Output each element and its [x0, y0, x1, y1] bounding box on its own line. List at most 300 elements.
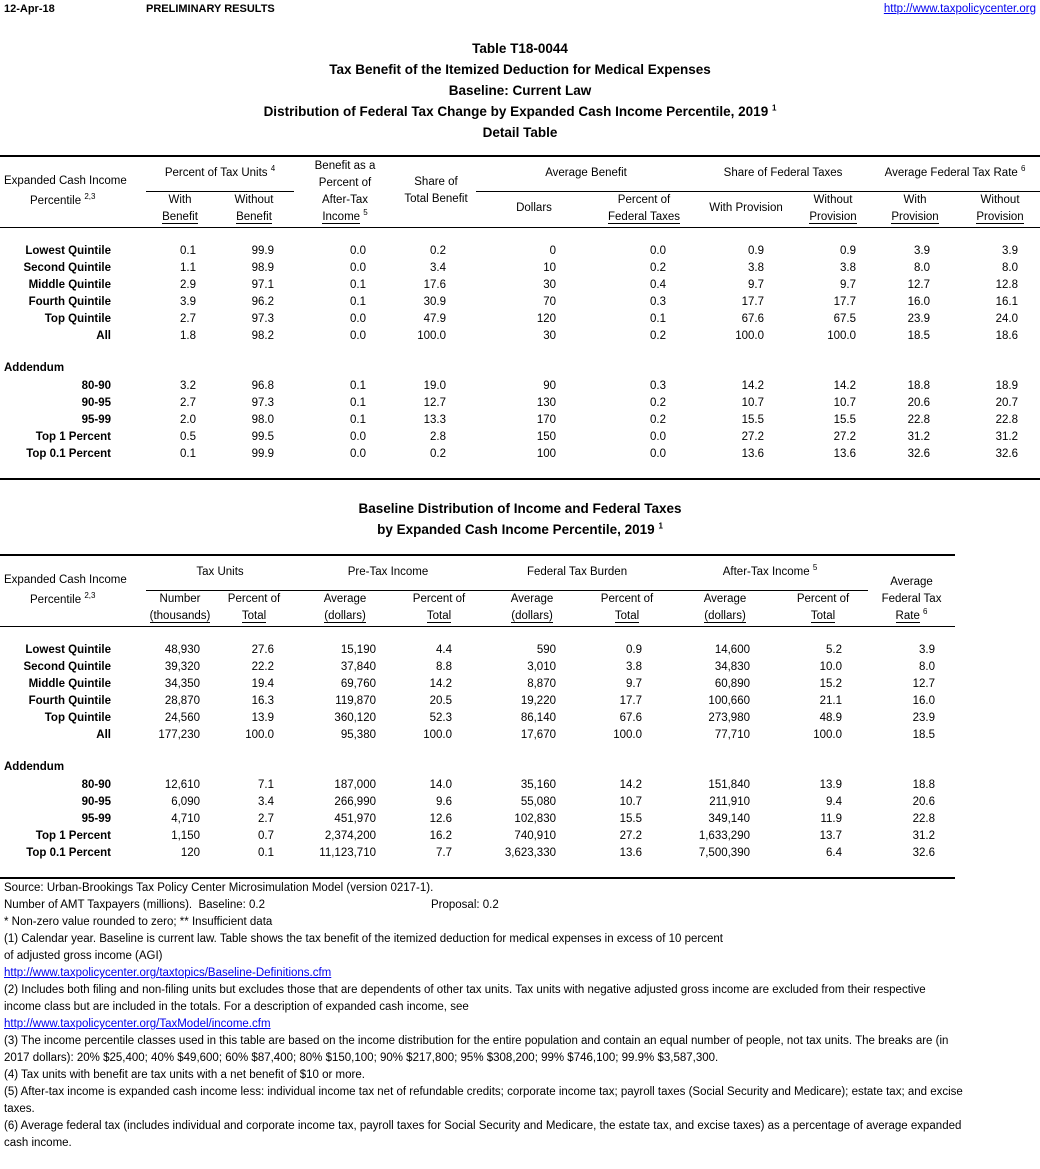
t2-cell: 3.8	[626, 661, 642, 673]
t1-addendum-cell: 0.5	[180, 431, 196, 443]
t1-cell: 120	[536, 313, 556, 325]
t1-cell: 0.9	[840, 245, 856, 257]
t1-addendum-cell: 130	[536, 397, 556, 409]
t2-addendum-row	[0, 845, 955, 862]
t2-cell: 0.9	[626, 644, 642, 656]
t2-addendum-cell: 740,910	[514, 830, 556, 842]
t1-addendum-cell: 100	[536, 448, 556, 460]
t1-addendum-row	[0, 446, 1040, 463]
t1-cell: 3.8	[748, 262, 764, 274]
t1-cell: 100.0	[827, 330, 856, 342]
t2-cell: 23.9	[912, 712, 935, 724]
footnote-2b: income class but are included in the totals. For a description of expanded cash income, see	[4, 1001, 469, 1013]
t2-addendum-cell: 20.6	[912, 796, 935, 808]
t2-row	[0, 642, 955, 659]
t1-h-average-benefit: Average Benefit	[476, 157, 696, 191]
t1-h-with-provision: With Provision	[709, 202, 783, 214]
t2-addendum-cell: 16.2	[429, 830, 452, 842]
t1-addendum-cell: 15.5	[741, 414, 764, 426]
t2-addendum-cell: 3,623,330	[504, 847, 556, 859]
t1-row	[0, 328, 1040, 345]
t1-addendum-cell: 98.0	[251, 414, 274, 426]
t2-cell: 34,830	[714, 661, 750, 673]
t1-cell: 10	[543, 262, 556, 274]
t2-h-units-pct-total: Percent of Total	[227, 592, 281, 622]
t2-cell: 177,230	[158, 729, 200, 741]
t2-h-tax-units: Tax Units	[146, 556, 294, 590]
t1-cell: 0.0	[350, 262, 366, 274]
t1-addendum-cell: 2.8	[430, 431, 446, 443]
t1-cell: 0.2	[650, 330, 666, 342]
t2-addendum-cell: 13.6	[619, 847, 642, 859]
t1-addendum-cell: 170	[536, 414, 556, 426]
t1-cell: 0.1	[350, 279, 366, 291]
t1-addendum-cell: 0.1	[350, 380, 366, 392]
t2-addendum-cell: 151,840	[708, 779, 750, 791]
t1-cell: 12.7	[907, 279, 930, 291]
table1-bottom-rule	[0, 478, 1040, 480]
t1-addendum-cell: 90	[543, 380, 556, 392]
t1-h-percentile: Expanded Cash Income Percentile $^{2,3}$	[4, 175, 127, 208]
t1-cell: 9.7	[840, 279, 856, 291]
t1-h-benefit-pct: Benefit as a Percent of After-Tax Income $^5$	[314, 159, 376, 223]
t2-cell: 360,120	[334, 712, 376, 724]
t2-cell: 19.4	[251, 678, 274, 690]
t1-cell: 1.1	[180, 262, 196, 274]
t1-cell: 0.0	[350, 245, 366, 257]
t2-addendum-cell: 0.1	[258, 847, 274, 859]
t2-addendum-cell: 211,910	[709, 796, 750, 808]
t1-h-share-benefit: Share of Total Benefit	[404, 176, 468, 206]
t2-addendum-cell: 120	[180, 847, 200, 859]
t2-addendum-cell: 451,970	[334, 813, 376, 825]
t2-h-avg-federal-rate: Average Federal Tax Rate $^6$	[881, 575, 942, 622]
t1-cell: 0.3	[650, 296, 666, 308]
t1-addendum-cell: 0.0	[350, 431, 366, 443]
t1-cell: 3.9	[914, 245, 930, 257]
t2-row	[0, 676, 955, 693]
t1-addendum-row-label: Top 1 Percent	[35, 431, 111, 443]
t2-row-label: Top Quintile	[44, 712, 111, 724]
t1-cell: 12.8	[995, 279, 1018, 291]
t1-addendum-cell: 96.8	[251, 380, 274, 392]
table-detail-label: Detail Table	[482, 125, 558, 140]
t2-cell: 20.5	[429, 695, 452, 707]
t2-cell: 100.0	[423, 729, 452, 741]
t1-h-without-provision: Without Provision	[809, 193, 857, 223]
t1-row-label: Fourth Quintile	[28, 296, 111, 308]
t1-cell: 0.2	[650, 262, 666, 274]
footnote-5b: taxes.	[4, 1103, 35, 1115]
t2-row	[0, 659, 955, 676]
t2-cell: 17,670	[520, 729, 556, 741]
t1-cell: 3.9	[1002, 245, 1018, 257]
t1-h-rate-with-provision: With Provision	[891, 193, 939, 223]
t1-addendum-cell: 2.7	[180, 397, 196, 409]
t1-addendum-cell: 10.7	[741, 397, 764, 409]
t2-h-aftertax-income: After-Tax Income $^5$	[672, 556, 868, 590]
t1-cell: 17.7	[741, 296, 764, 308]
t2-row-label: Fourth Quintile	[28, 695, 111, 707]
income-definition-link[interactable]: http://www.taxpolicycenter.org/TaxModel/income.cfm	[4, 1018, 271, 1030]
t1-cell: 0.1	[350, 296, 366, 308]
table2-title-line1: Baseline Distribution of Income and Federal Taxes	[358, 501, 682, 516]
t2-cell: 19,220	[520, 695, 556, 707]
t1-addendum-cell: 18.8	[907, 380, 930, 392]
t2-addendum-cell: 11,123,710	[319, 847, 376, 859]
t2-cell: 5.2	[826, 644, 842, 656]
t2-row-label: Middle Quintile	[28, 678, 111, 690]
t2-addendum-cell: 9.6	[436, 796, 452, 808]
t2-addendum-row	[0, 794, 955, 811]
t1-addendum-cell: 2.0	[180, 414, 196, 426]
t2-addendum-label: Addendum	[4, 761, 65, 773]
t1-addendum-cell: 27.2	[833, 431, 856, 443]
t2-addendum-row-label: 90-95	[81, 796, 111, 808]
t2-addendum-cell: 7,500,390	[698, 847, 750, 859]
t1-cell: 2.7	[180, 313, 196, 325]
t2-addendum-cell: 1,633,290	[698, 830, 750, 842]
t2-addendum-cell: 3.4	[258, 796, 274, 808]
t2-cell: 590	[536, 644, 556, 656]
t1-addendum-cell: 19.0	[423, 380, 446, 392]
t1-row-label: All	[96, 330, 111, 342]
t2-h-pretax-pct-total: Percent of Total	[412, 592, 466, 622]
table2-title-line2: by Expanded Cash Income Percentile, 2019 $^1$	[377, 521, 663, 537]
t1-addendum-cell: 27.2	[741, 431, 764, 443]
footnote-4: (4) Tax units with benefit are tax units with a net benefit of $10 or more.	[4, 1069, 365, 1081]
t1-cell: 0	[549, 245, 556, 257]
t1-addendum-cell: 0.2	[430, 448, 446, 460]
preliminary-label: PRELIMINARY RESULTS	[146, 3, 275, 15]
t1-cell: 47.9	[423, 313, 446, 325]
t1-h-percent-tax-units: Percent of Tax Units $^4$	[146, 157, 294, 191]
t1-row-label: Top Quintile	[44, 313, 111, 325]
t1-addendum-label: Addendum	[4, 362, 65, 374]
table-baseline: Baseline: Current Law	[448, 83, 592, 98]
t2-addendum-cell: 7.1	[258, 779, 274, 791]
t2-addendum-cell: 6.4	[826, 847, 842, 859]
t1-h-without-benefit: Without Benefit	[234, 193, 274, 223]
t1-cell: 0.0	[350, 330, 366, 342]
t1-cell: 97.1	[251, 279, 274, 291]
t1-cell: 97.3	[251, 313, 274, 325]
t2-addendum-cell: 2,374,200	[324, 830, 376, 842]
t2-cell: 15.2	[819, 678, 842, 690]
t2-cell: 14,600	[714, 644, 750, 656]
t1-row	[0, 311, 1040, 328]
t2-addendum-cell: 12,610	[164, 779, 200, 791]
t1-addendum-cell: 150	[536, 431, 556, 443]
t2-cell: 10.0	[819, 661, 842, 673]
t1-addendum-row	[0, 429, 1040, 446]
t1-addendum-cell: 99.9	[251, 448, 274, 460]
t1-h-with-benefit: With Benefit	[162, 193, 198, 223]
t2-cell: 17.7	[619, 695, 642, 707]
t2-cell: 95,380	[340, 729, 376, 741]
t2-cell: 100.0	[245, 729, 274, 741]
t2-cell: 34,350	[164, 678, 200, 690]
t2-addendum-cell: 6,090	[171, 796, 200, 808]
footnote-6b: cash income.	[4, 1137, 72, 1149]
t1-addendum-cell: 20.7	[995, 397, 1018, 409]
footnote-5a: (5) After-tax income is expanded cash income less: individual income tax net of refundable credits; corporate income tax; payroll taxes (Social Security and Medicare); estate tax; and excise	[4, 1086, 963, 1098]
t2-addendum-cell: 4,710	[171, 813, 200, 825]
t1-h-rate-without-provision: Without Provision	[976, 193, 1024, 223]
t2-cell: 22.2	[251, 661, 274, 673]
t2-addendum-cell: 102,830	[514, 813, 556, 825]
t1-addendum-cell: 0.0	[650, 448, 666, 460]
t2-row-label: Lowest Quintile	[25, 644, 111, 656]
t1-addendum-cell: 97.3	[251, 397, 274, 409]
t1-addendum-row	[0, 395, 1040, 412]
t2-addendum-cell: 9.4	[826, 796, 842, 808]
t2-cell: 15,190	[340, 644, 376, 656]
t1-cell: 67.6	[741, 313, 764, 325]
t1-addendum-cell: 0.1	[350, 397, 366, 409]
t2-cell: 9.7	[626, 678, 642, 690]
t1-cell: 30.9	[423, 296, 446, 308]
t2-addendum-cell: 35,160	[520, 779, 556, 791]
t1-cell: 0.9	[748, 245, 764, 257]
t2-h-percentile: Expanded Cash Income Percentile $^{2,3}$	[4, 574, 127, 607]
t1-cell: 24.0	[995, 313, 1018, 325]
t1-addendum-cell: 13.3	[423, 414, 446, 426]
t2-cell: 48.9	[819, 712, 842, 724]
t1-cell: 9.7	[748, 279, 764, 291]
footnote-2a: (2) Includes both filing and non-filing units but excludes those that are dependents of other tax units. Tax units with negative adjusted gross income are excluded from their respective	[4, 984, 926, 996]
t1-addendum-cell: 0.3	[650, 380, 666, 392]
t1-cell: 18.6	[995, 330, 1018, 342]
t2-cell: 60,890	[714, 678, 750, 690]
t1-addendum-cell: 22.8	[995, 414, 1018, 426]
t2-addendum-cell: 13.9	[819, 779, 842, 791]
t1-addendum-row-label: Top 0.1 Percent	[26, 448, 111, 460]
t1-addendum-cell: 0.0	[350, 448, 366, 460]
t2-cell: 3,010	[527, 661, 556, 673]
t2-addendum-cell: 22.8	[912, 813, 935, 825]
footnote-1a: (1) Calendar year. Baseline is current law. Table shows the tax benefit of the itemized deduction for medical expenses in excess of 10 percent	[4, 933, 723, 945]
t2-cell: 100,660	[708, 695, 750, 707]
t1-row-label: Middle Quintile	[28, 279, 111, 291]
t2-addendum-cell: 266,990	[334, 796, 376, 808]
t1-addendum-row-label: 90-95	[81, 397, 111, 409]
t2-addendum-cell: 2.7	[258, 813, 274, 825]
t1-addendum-cell: 0.1	[350, 414, 366, 426]
t1-cell: 1.8	[180, 330, 196, 342]
t2-cell: 24,560	[164, 712, 200, 724]
t2-cell: 28,870	[164, 695, 200, 707]
t1-row	[0, 260, 1040, 277]
t2-addendum-row-label: Top 0.1 Percent	[26, 847, 111, 859]
t1-addendum-cell: 99.5	[251, 431, 274, 443]
t1-addendum-cell: 3.2	[180, 380, 196, 392]
t1-cell: 17.7	[833, 296, 856, 308]
t2-addendum-cell: 15.5	[619, 813, 642, 825]
t1-addendum-cell: 13.6	[833, 448, 856, 460]
t2-cell: 18.5	[912, 729, 935, 741]
t1-cell: 0.1	[180, 245, 196, 257]
t1-addendum-cell: 32.6	[907, 448, 930, 460]
t1-cell: 3.9	[180, 296, 196, 308]
t1-row-label: Lowest Quintile	[25, 245, 111, 257]
t2-addendum-cell: 31.2	[912, 830, 935, 842]
t1-addendum-cell: 15.5	[833, 414, 856, 426]
table1-header-rule	[0, 227, 1040, 228]
t2-row	[0, 710, 955, 727]
tpc-home-link[interactable]: http://www.taxpolicycenter.org	[883, 3, 1036, 15]
t2-cell: 48,930	[164, 644, 200, 656]
baseline-definitions-link[interactable]: http://www.taxpolicycenter.org/taxtopics/Baseline-Definitions.cfm	[4, 967, 332, 979]
t1-cell: 3.8	[840, 262, 856, 274]
t2-cell: 12.7	[912, 678, 935, 690]
t1-cell: 8.0	[1002, 262, 1018, 274]
table-distribution-title: Distribution of Federal Tax Change by Expanded Cash Income Percentile, 2019 $^1$	[263, 103, 777, 119]
t2-cell: 37,840	[340, 661, 376, 673]
t2-addendum-cell: 349,140	[708, 813, 750, 825]
t1-addendum-cell: 13.6	[741, 448, 764, 460]
t1-cell: 70	[543, 296, 556, 308]
t2-cell: 52.3	[429, 712, 452, 724]
table2-addendum	[0, 777, 955, 862]
t1-cell: 0.0	[650, 245, 666, 257]
t2-addendum-row	[0, 811, 955, 828]
table-subject: Tax Benefit of the Itemized Deduction for Medical Expenses	[329, 62, 711, 77]
t2-row-label: Second Quintile	[23, 661, 111, 673]
t1-addendum-cell: 31.2	[995, 431, 1018, 443]
t1-cell: 99.9	[251, 245, 274, 257]
t1-cell: 96.2	[251, 296, 274, 308]
t1-addendum-cell: 14.2	[833, 380, 856, 392]
t1-h-avg-federal-rate: Average Federal Tax Rate $^6$	[870, 157, 1040, 191]
t2-cell: 27.6	[251, 644, 274, 656]
t2-cell: 86,140	[520, 712, 556, 724]
footnote-1b: of adjusted gross income (AGI)	[4, 950, 163, 962]
t1-row	[0, 277, 1040, 294]
t1-h-share-federal-taxes: Share of Federal Taxes	[696, 157, 870, 191]
t2-addendum-row-label: 80-90	[81, 779, 111, 791]
t2-h-pretax-income: Pre-Tax Income	[294, 556, 482, 590]
t1-addendum-cell: 18.9	[995, 380, 1018, 392]
t1-addendum-cell: 12.7	[423, 397, 446, 409]
table-number: Table T18-0044	[472, 41, 568, 56]
t1-addendum-row	[0, 378, 1040, 395]
t1-addendum-row	[0, 412, 1040, 429]
t2-addendum-cell: 0.7	[258, 830, 274, 842]
t2-cell: 69,760	[340, 678, 376, 690]
t1-cell: 17.6	[423, 279, 446, 291]
t2-addendum-cell: 12.6	[429, 813, 452, 825]
table2-header	[0, 556, 955, 625]
t2-cell: 16.3	[251, 695, 274, 707]
t1-cell: 0.2	[430, 245, 446, 257]
t1-addendum-cell: 0.2	[650, 397, 666, 409]
t1-addendum-row-label: 95-99	[81, 414, 111, 426]
t2-cell: 119,870	[335, 695, 376, 707]
t2-row	[0, 727, 955, 744]
t1-row	[0, 294, 1040, 311]
t2-cell: 16.0	[912, 695, 935, 707]
t2-addendum-cell: 1,150	[171, 830, 200, 842]
t2-row	[0, 693, 955, 710]
t2-cell: 39,320	[164, 661, 200, 673]
table1-addendum	[0, 378, 1040, 463]
t1-cell: 98.9	[251, 262, 274, 274]
t2-cell: 273,980	[708, 712, 750, 724]
footnote-nonzero: * Non-zero value rounded to zero; ** Insufficient data	[4, 916, 273, 928]
table2-bottom-rule	[0, 877, 955, 879]
table2-title	[0, 498, 1040, 540]
t2-addendum-cell: 11.9	[820, 813, 842, 825]
t2-h-aftertax-average: Average (dollars)	[703, 592, 747, 622]
t2-h-federal-tax-burden: Federal Tax Burden	[482, 556, 672, 590]
t2-cell: 67.6	[619, 712, 642, 724]
t2-addendum-cell: 27.2	[619, 830, 642, 842]
t1-cell: 18.5	[907, 330, 930, 342]
t2-cell: 21.1	[819, 695, 842, 707]
t1-cell: 2.9	[180, 279, 196, 291]
t1-row-label: Second Quintile	[23, 262, 111, 274]
t1-addendum-cell: 14.2	[741, 380, 764, 392]
t2-cell: 100.0	[813, 729, 842, 741]
t2-cell: 13.9	[251, 712, 274, 724]
t2-addendum-row-label: Top 1 Percent	[35, 830, 111, 842]
footnotes	[4, 880, 1036, 1152]
footnote-3a: (3) The income percentile classes used in this table are based on the income distribution for the entire population and contain an equal number of people, not tax units. The breaks are (in	[4, 1035, 949, 1047]
t1-addendum-cell: 0.1	[180, 448, 196, 460]
t1-addendum-row-label: 80-90	[81, 380, 111, 392]
t1-cell: 8.0	[914, 262, 930, 274]
t2-addendum-cell: 13.7	[819, 830, 842, 842]
t2-h-burden-average: Average (dollars)	[510, 592, 554, 622]
footnote-source: Source: Urban-Brookings Tax Policy Center Microsimulation Model (version 0217-1).	[4, 882, 434, 894]
t1-addendum-cell: 10.7	[833, 397, 856, 409]
t1-addendum-cell: 22.8	[907, 414, 930, 426]
table-title	[0, 38, 1040, 143]
footnote-3b: 2017 dollars): 20% $25,400; 40% $49,600; 60% $87,400; 80% $150,100; 90% $217,800; 95% $308,200; 99% $746,100; 99.9% $3,587,300.	[4, 1052, 719, 1064]
t2-cell: 14.2	[429, 678, 452, 690]
t2-cell: 100.0	[613, 729, 642, 741]
t2-row-label: All	[96, 729, 111, 741]
t1-cell: 16.1	[995, 296, 1018, 308]
t2-h-aftertax-pct-total: Percent of Total	[796, 592, 850, 622]
t2-addendum-cell: 18.8	[912, 779, 935, 791]
t1-h-dollars: Dollars	[516, 202, 552, 214]
t2-cell: 8,870	[527, 678, 556, 690]
t1-row	[0, 243, 1040, 260]
report-date: 12-Apr-18	[4, 3, 55, 15]
t1-cell: 0.0	[350, 313, 366, 325]
footnote-6a: (6) Average federal tax (includes individual and corporate income tax, payroll taxes for Social Security and Medicare, the estate tax, and excise taxes) as a percentage of average expanded	[4, 1120, 962, 1132]
t2-addendum-row	[0, 828, 955, 845]
table1-body	[0, 243, 1040, 345]
t1-cell: 100.0	[417, 330, 446, 342]
t1-cell: 100.0	[735, 330, 764, 342]
t1-cell: 30	[543, 279, 556, 291]
t2-addendum-cell: 55,080	[520, 796, 556, 808]
t1-addendum-cell: 0.0	[650, 431, 666, 443]
t1-cell: 30	[543, 330, 556, 342]
table1-header	[0, 157, 1040, 226]
t2-h-number: Number (thousands)	[149, 592, 211, 622]
t2-addendum-row-label: 95-99	[81, 813, 111, 825]
footnote-amt: Number of AMT Taxpayers (millions). Baseline: 0.2 Proposal: 0.2	[4, 899, 499, 911]
table2-body	[0, 642, 955, 744]
t2-cell: 8.0	[919, 661, 935, 673]
t2-cell: 4.4	[436, 644, 452, 656]
t2-addendum-cell: 14.2	[619, 779, 642, 791]
t2-addendum-cell: 7.7	[436, 847, 452, 859]
